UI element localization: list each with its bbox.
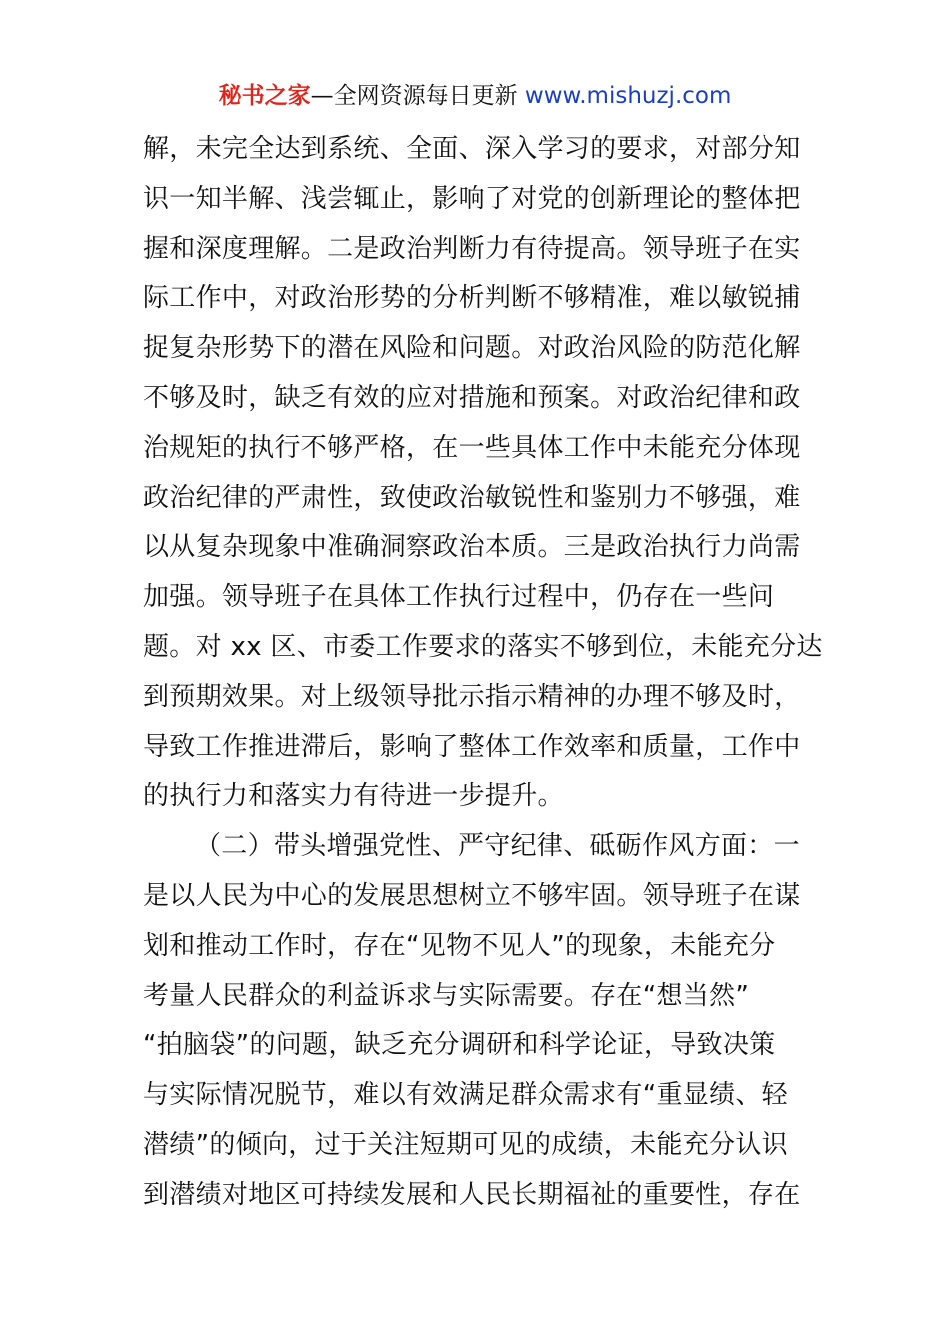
section-heading-line: （二）带头增强党性、严守纪律、砥砺作风方面：一 <box>195 831 800 862</box>
text-line: 考量人民群众的利益诉求与实际需要。存在“想当然” <box>143 980 750 1011</box>
site-url-link[interactable]: www.mishuzj.com <box>524 83 732 109</box>
text-line: 题。对 xx 区、市委工作要求的落实不够到位，未能充分达 <box>143 631 823 662</box>
site-tagline: —全网资源每日更新 <box>310 83 525 109</box>
text-line: 不够及时，缺乏有效的应对措施和预案。对政治纪律和政 <box>143 382 801 413</box>
text-line: 到预期效果。对上级领导批示指示精神的办理不够及时， <box>143 681 801 712</box>
text-line: 以从复杂现象中准确洞察政治本质。三是政治执行力尚需 <box>143 532 801 563</box>
text-line: 加强。领导班子在具体工作执行过程中，仍存在一些问 <box>143 582 775 613</box>
text-line: 到潜绩对地区可持续发展和人民长期福祉的重要性，存在 <box>143 1179 801 1210</box>
text-line: 的执行力和落实力有待进一步提升。 <box>143 781 564 812</box>
site-header <box>0 78 950 114</box>
text-line: 握和深度理解。二是政治判断力有待提高。领导班子在实 <box>143 233 801 264</box>
site-brand: 秘书之家 <box>218 83 311 109</box>
text-line: 与实际情况脱节，难以有效满足群众需求有“重显绩、轻 <box>143 1080 788 1111</box>
text-line: 划和推动工作时，存在“见物不见人”的现象，未能充分 <box>143 930 776 961</box>
text-line: 解，未完全达到系统、全面、深入学习的要求，对部分知 <box>143 134 801 164</box>
text-line: 识一知半解、浅尝辄止，影响了对党的创新理论的整体把 <box>143 183 801 214</box>
text-line: 际工作中，对政治形势的分析判断不够精准，难以敏锐捕 <box>143 283 801 314</box>
text-line: 潜绩”的倾向，过于关注短期可见的成绩，未能充分认识 <box>143 1129 788 1160</box>
text-line: 政治纪律的严肃性，致使政治敏锐性和鉴别力不够强，难 <box>143 482 801 513</box>
text-line: 治规矩的执行不够严格，在一些具体工作中未能充分体现 <box>143 432 801 463</box>
text-line: “拍脑袋”的问题，缺乏充分调研和科学论证，导致决策 <box>143 1030 776 1061</box>
text-line: 捉复杂形势下的潜在风险和问题。对政治风险的防范化解 <box>143 333 801 364</box>
document-body <box>143 125 823 1221</box>
text-line: 是以人民为中心的发展思想树立不够牢固。领导班子在谋 <box>143 880 801 911</box>
text-line: 导致工作推进滞后，影响了整体工作效率和质量，工作中 <box>143 731 801 762</box>
